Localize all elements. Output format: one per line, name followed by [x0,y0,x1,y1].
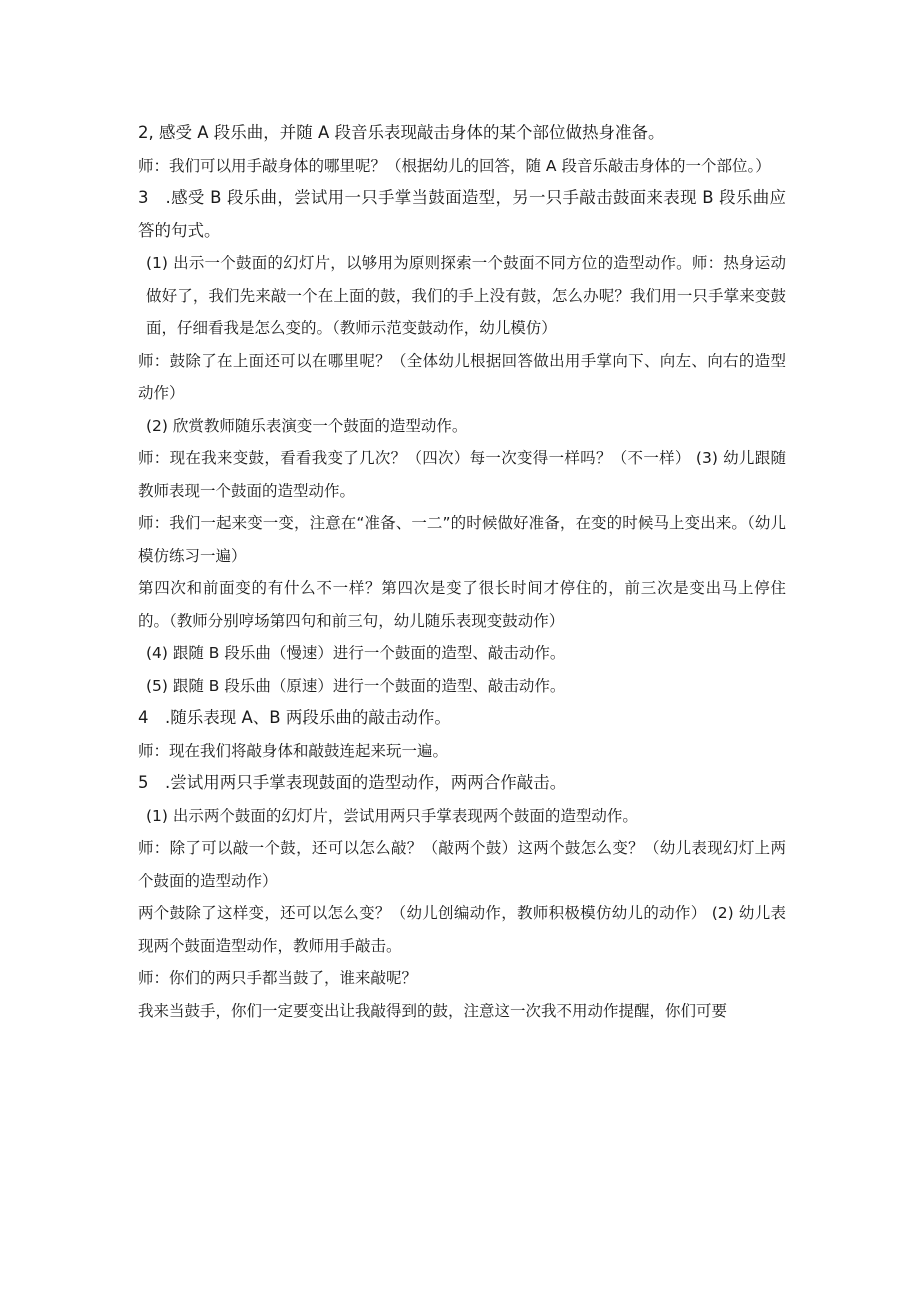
teacher-dialogue: 师：除了可以敲一个鼓，还可以怎么敲？（敲两个鼓）这两个鼓怎么变？（幼儿表现幻灯上两个鼓面的造型动作） [138,839,786,890]
step-item-5: (5) 跟随 B 段乐曲（原速）进行一个鼓面的造型、敲击动作。 [146,676,566,695]
step-item-4: (4) 跟随 B 段乐曲（慢速）进行一个鼓面的造型、敲击动作。 [146,644,566,662]
step-item-1: (1) 出示一个鼓面的幻灯片，以够用为原则探索一个鼓面不同方位的造型动作。师：热身运动做好了，我们先来敲一个在上面的鼓，我们的手上没有鼓，怎么办呢？我们用一只手掌来变鼓面，仔细看我是怎么变的。（教师示范变鼓动作，幼儿模仿） [146,254,786,337]
teacher-dialogue: 师：你们的两只手都当鼓了，谁来敲呢？ [138,969,418,987]
section-heading-4: 4 .随乐表现 A、B 两段乐曲的敲击动作。 [138,708,451,727]
section-heading-2: 2, 感受 A 段乐曲，并随 A 段音乐表现敲击身体的某个部位做热身准备。 [138,123,665,142]
step-item-1: (1) 出示两个鼓面的幻灯片，尝试用两只手掌表现两个鼓面的造型动作。 [146,806,638,825]
document-body [138,117,786,1027]
step-item-2: (2) 欣赏教师随乐表演变一个鼓面的造型动作。 [146,416,468,435]
teacher-dialogue: 师：我们一起来变一变，注意在“准备、一二”的时候做好准备，在变的时候马上变出来。（幼儿模仿练习一遍） [138,514,786,565]
teacher-dialogue: 师：现在我来变鼓，看看我变了几次？（四次）每一次变得一样吗？（不一样） (3) 幼儿跟随教师表现一个鼓面的造型动作。 [138,449,786,500]
body-paragraph: 我来当鼓手，你们一定要变出让我敲得到的鼓，注意这一次我不用动作提醒，你们可要 [138,1001,728,1020]
section-heading-5: 5 .尝试用两只手掌表现鼓面的造型动作，两两合作敲击。 [138,773,567,792]
teacher-dialogue: 师：我们可以用手敲身体的哪里呢？（根据幼儿的回答，随 A 段音乐敲击身体的一个部位。） [138,156,771,175]
body-paragraph: 第四次和前面变的有什么不一样？第四次是变了很长时间才停住的，前三次是变出马上停住的。（教师分别哼场第四句和前三句，幼儿随乐表现变鼓动作） [138,579,786,630]
body-paragraph: 两个鼓除了这样变，还可以怎么变？（幼儿创编动作，教师积极模仿幼儿的动作） (2) 幼儿表现两个鼓面造型动作，教师用手敲击。 [138,904,786,955]
teacher-dialogue: 师：现在我们将敲身体和敲鼓连起来玩一遍。 [138,741,449,760]
section-heading-3: 3 .感受 B 段乐曲，尝试用一只手掌当鼓面造型，另一只手敲击鼓面来表现 B 段乐曲应答的句式。 [138,188,786,240]
teacher-dialogue: 师：鼓除了在上面还可以在哪里呢？（全体幼儿根据回答做出用手掌向下、向左、向右的造型动作） [138,351,786,402]
